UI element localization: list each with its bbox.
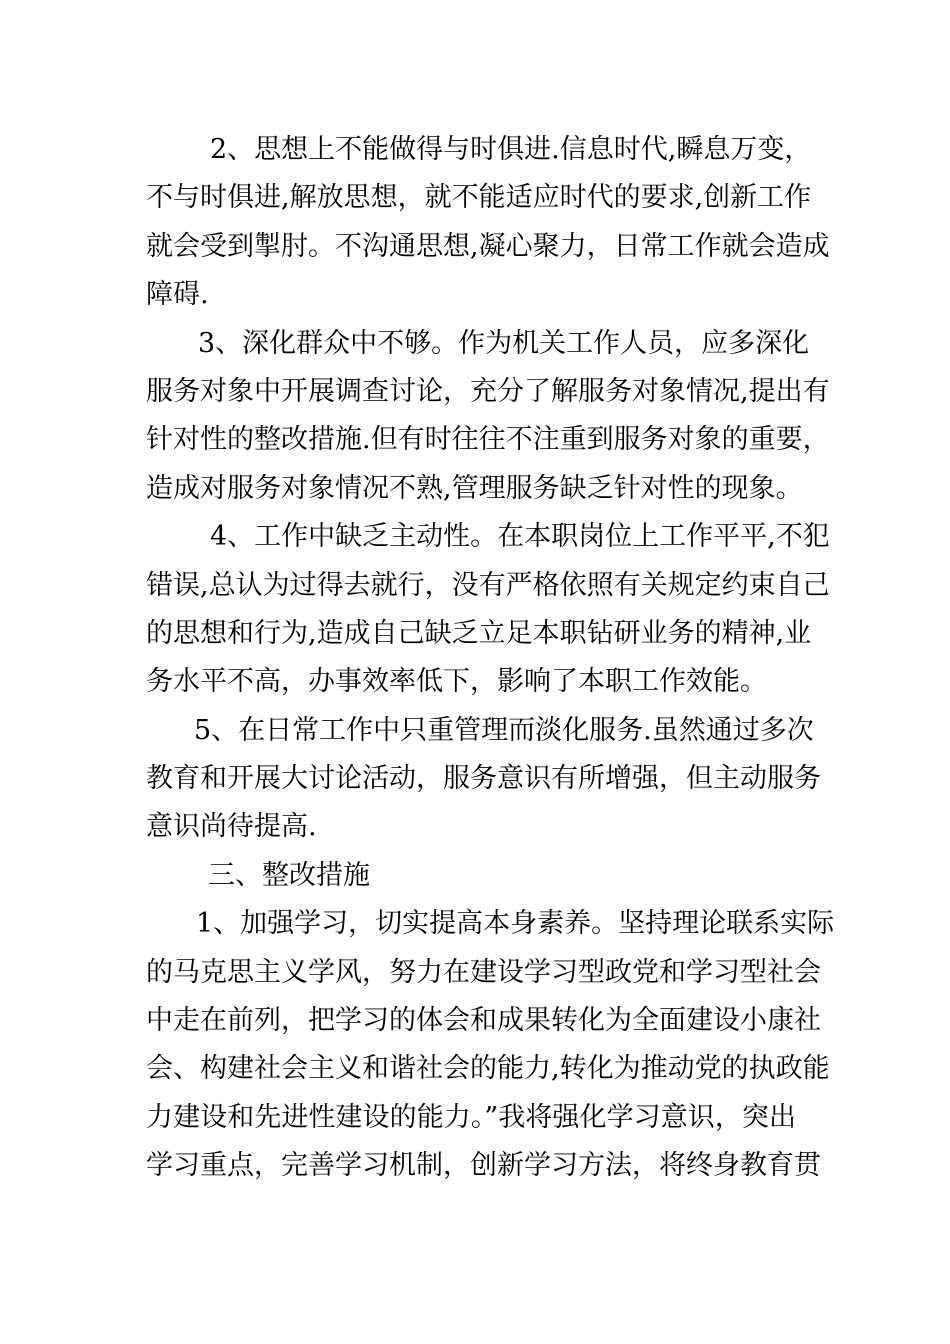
paragraph-2-line-2: 不与时俱进,解放思想，就不能适应时代的要求,创新工作 <box>146 182 812 214</box>
section-heading-rectification: 三、整改措施 <box>208 859 370 891</box>
paragraph-4-line-3: 的思想和行为,造成自己缺乏立足本职钻研业务的精神,业 <box>146 617 812 649</box>
paragraph-4-line-2: 错误,总认为过得去就行，没有严格依照有关规定约束自己 <box>146 569 830 601</box>
paragraph-5-line-3: 意识尚待提高. <box>146 811 317 843</box>
paragraph-3-line-3: 针对性的整改措施.但有时往往不注重到服务对象的重要， <box>146 424 830 456</box>
paragraph-3-line-2: 服务对象中开展调查讨论，充分了解服务对象情况,提出有 <box>146 375 830 407</box>
paragraph-5-line-2: 教育和开展大讨论活动，服务意识有所增强，但主动服务 <box>146 763 821 795</box>
paragraph-5-line-1: 5、在日常工作中只重管理而淡化服务.虽然通过多次 <box>194 714 814 746</box>
measure-1-line-1: 1、加强学习，切实提高本身素养。坚持理论联系实际 <box>196 908 835 940</box>
measure-1-line-6: 学习重点，完善学习机制，创新学习方法，将终身教育贯 <box>146 1150 821 1182</box>
measure-1-line-2: 的马克思主义学风，努力在建设学习型政党和学习型社会 <box>146 956 821 988</box>
paragraph-3-line-4: 造成对服务对象情况不熟,管理服务缺乏针对性的现象。 <box>146 472 803 504</box>
paragraph-3-line-1: 3、深化群众中不够。作为机关工作人员，应多深化 <box>198 327 810 359</box>
document-body <box>146 126 835 1191</box>
paragraph-2-line-4: 障碍. <box>146 279 209 311</box>
measure-1-line-3: 中走在前列，把学习的体会和成果转化为全面建设小康社 <box>146 1005 821 1037</box>
paragraph-4-line-1: 4、工作中缺乏主动性。在本职岗位上工作平平,不犯 <box>210 521 830 553</box>
paragraph-4-line-4: 务水平不高，办事效率低下，影响了本职工作效能。 <box>146 666 767 698</box>
measure-1-line-5: 力建设和先进性建设的能力。”我将强化学习意识，突出 <box>146 1101 796 1133</box>
measure-1-line-4: 会、构建社会主义和谐社会的能力,转化为推动党的执政能 <box>146 1053 830 1085</box>
paragraph-2-line-3: 就会受到掣肘。不沟通思想,凝心聚力，日常工作就会造成 <box>146 230 830 262</box>
paragraph-2-line-1: 2、思想上不能做得与时俱进.信息时代,瞬息万变， <box>210 134 812 165</box>
